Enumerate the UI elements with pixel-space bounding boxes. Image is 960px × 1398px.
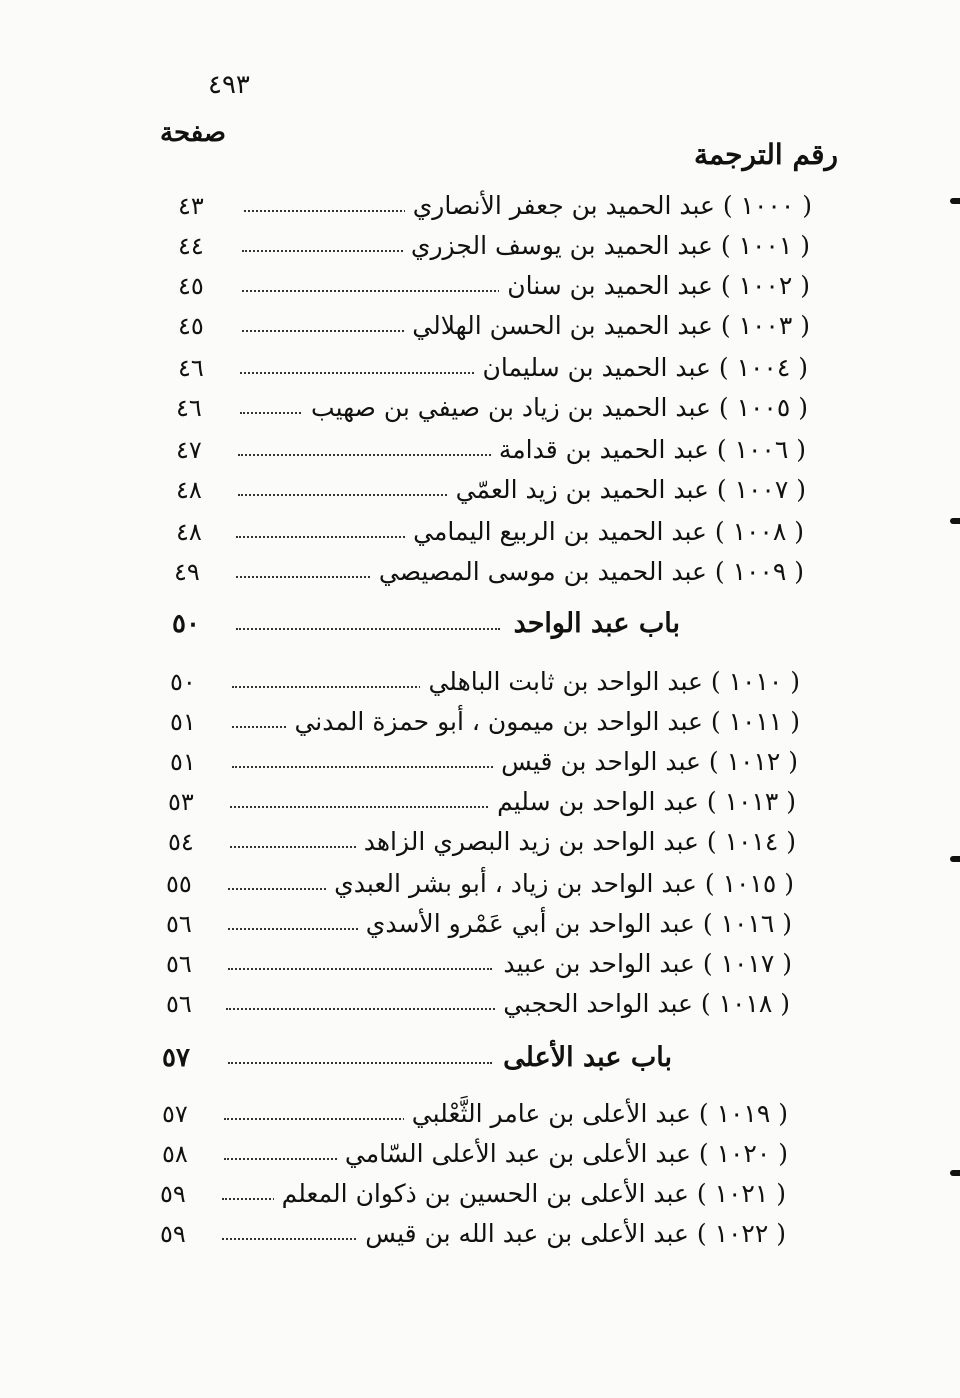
entry-page-number: ٤٩ <box>174 558 200 586</box>
entry-page-number: ٥٥ <box>166 870 192 898</box>
entry-title: ( ١٠١٢ ) عبد الواحد بن قيس <box>493 742 798 782</box>
index-entry <box>176 430 806 470</box>
entry-page-number: ٤٨ <box>176 518 202 546</box>
entry-title: ( ١٠١٨ ) عبد الواحد الحجبي <box>495 984 790 1024</box>
entry-title: ( ١٠٠٤ ) عبد الحميد بن سليمان <box>475 348 809 388</box>
entry-page-number: ٤٣ <box>178 192 204 220</box>
entry-page-number: ٤٦ <box>178 354 204 382</box>
index-entry <box>178 186 812 226</box>
section-heading-abd-al-wahid <box>172 604 680 644</box>
dot-leader <box>226 1008 510 1010</box>
entry-number-column-heading: رقم الترجمة <box>693 138 838 171</box>
entry-page-number: ٤٥ <box>178 312 204 340</box>
index-entry <box>170 742 798 782</box>
entry-title: ( ١٠١٥ ) عبد الواحد بن زياد ، أبو بشر العبدي <box>326 864 794 904</box>
index-entry <box>178 348 808 388</box>
entry-title: ( ١٠١٠ ) عبد الواحد بن ثابت الباهلي <box>420 662 800 702</box>
index-entry <box>178 226 810 266</box>
index-entry <box>178 306 810 346</box>
section-page-number: ٥٧ <box>162 1043 190 1073</box>
entry-page-number: ٥٩ <box>160 1180 186 1208</box>
dot-leader <box>224 1118 408 1120</box>
dot-leader <box>228 1062 492 1064</box>
entry-title: ( ١٠٠٨ ) عبد الحميد بن الربيع اليمامي <box>405 512 804 552</box>
dot-leader <box>236 628 500 630</box>
index-entry <box>168 782 796 822</box>
section-page-number: ٥٠ <box>172 609 200 639</box>
entry-title: ( ١٠٢١ ) عبد الأعلى بن الحسين بن ذكوان المعلم <box>274 1174 786 1214</box>
index-entry <box>170 702 800 742</box>
binding-mark <box>950 198 960 204</box>
entry-page-number: ٥٠ <box>170 668 196 696</box>
entry-page-number: ٥٦ <box>166 990 192 1018</box>
entry-page-number: ٥٦ <box>166 950 192 978</box>
entry-page-number: ٥١ <box>170 748 196 776</box>
entry-title: ( ١٠١٤ ) عبد الواحد بن زيد البصري الزاهد <box>356 822 796 862</box>
page-number: ٤٩٣ <box>208 70 250 100</box>
entry-title: ( ١٠٢٠ ) عبد الأعلى بن عبد الأعلى السّامي <box>337 1134 788 1174</box>
entry-page-number: ٤٦ <box>176 394 202 422</box>
binding-mark <box>950 856 960 862</box>
index-entry <box>176 470 806 510</box>
entry-title: ( ١٠١١ ) عبد الواحد بن ميمون ، أبو حمزة المدني <box>286 702 800 742</box>
index-entry <box>160 1174 786 1214</box>
page-column-heading: صفحة <box>160 118 226 148</box>
index-entry <box>166 904 792 944</box>
dot-leader <box>228 968 492 970</box>
entry-title: ( ١٠٠٥ ) عبد الحميد بن زياد بن صيفي بن صهيب <box>303 388 808 428</box>
index-entry <box>166 984 790 1024</box>
section-title: باب عبد الأعلى <box>495 1038 672 1078</box>
index-entry <box>176 388 808 428</box>
entry-page-number: ٤٥ <box>178 272 204 300</box>
entry-page-number: ٥١ <box>170 708 196 736</box>
entry-title: ( ١٠٠١ ) عبد الحميد بن يوسف الجزري <box>403 226 810 266</box>
entry-page-number: ٤٧ <box>176 436 202 464</box>
entry-page-number: ٥٨ <box>162 1140 188 1168</box>
index-entry <box>160 1214 786 1254</box>
binding-mark <box>950 518 960 524</box>
entry-title: ( ١٠٠٠ ) عبد الحميد بن جعفر الأنصاري <box>405 186 812 226</box>
entry-page-number: ٥٧ <box>162 1100 188 1128</box>
section-title: باب عبد الواحد <box>506 604 680 644</box>
entry-title: ( ١٠١٣ ) عبد الواحد بن سليم <box>489 782 796 822</box>
entry-title: ( ١٠١٩ ) عبد الأعلى بن عامر الثَّعْلبي <box>404 1094 788 1134</box>
entry-page-number: ٤٨ <box>176 476 202 504</box>
entry-title: ( ١٠٢٢ ) عبد الأعلى بن عبد الله بن قيس <box>357 1214 786 1254</box>
entry-title: ( ١٠٠٩ ) عبد الحميد بن موسى المصيصي <box>371 552 804 592</box>
entry-title: ( ١٠١٦ ) عبد الواحد بن أبي عَمْرو الأسدي <box>358 904 792 944</box>
binding-mark <box>950 1170 960 1176</box>
index-entry <box>170 662 800 702</box>
entry-title: ( ١٠٠٦ ) عبد الحميد بن قدامة <box>491 430 806 470</box>
entry-page-number: ٥٤ <box>168 828 194 856</box>
index-entry <box>176 512 804 552</box>
entry-title: ( ١٠٠٢ ) عبد الحميد بن سنان <box>499 266 810 306</box>
index-entry <box>166 864 794 904</box>
entry-page-number: ٥٩ <box>160 1220 186 1248</box>
entry-title: ( ١٠٠٣ ) عبد الحميد بن الحسن الهلالي <box>404 306 810 346</box>
index-entry <box>166 944 792 984</box>
index-entry <box>174 552 804 592</box>
entry-title: ( ١٠٠٧ ) عبد الحميد بن زيد العمّي <box>448 470 806 510</box>
index-entry <box>162 1094 788 1134</box>
index-entry <box>162 1134 788 1174</box>
entry-page-number: ٤٤ <box>178 232 204 260</box>
index-entry <box>168 822 796 862</box>
index-entry <box>178 266 810 306</box>
section-heading-abd-al-ala <box>162 1038 672 1078</box>
entry-page-number: ٥٦ <box>166 910 192 938</box>
entry-title: ( ١٠١٧ ) عبد الواحد بن عبيد <box>495 944 792 984</box>
entry-page-number: ٥٣ <box>168 788 194 816</box>
